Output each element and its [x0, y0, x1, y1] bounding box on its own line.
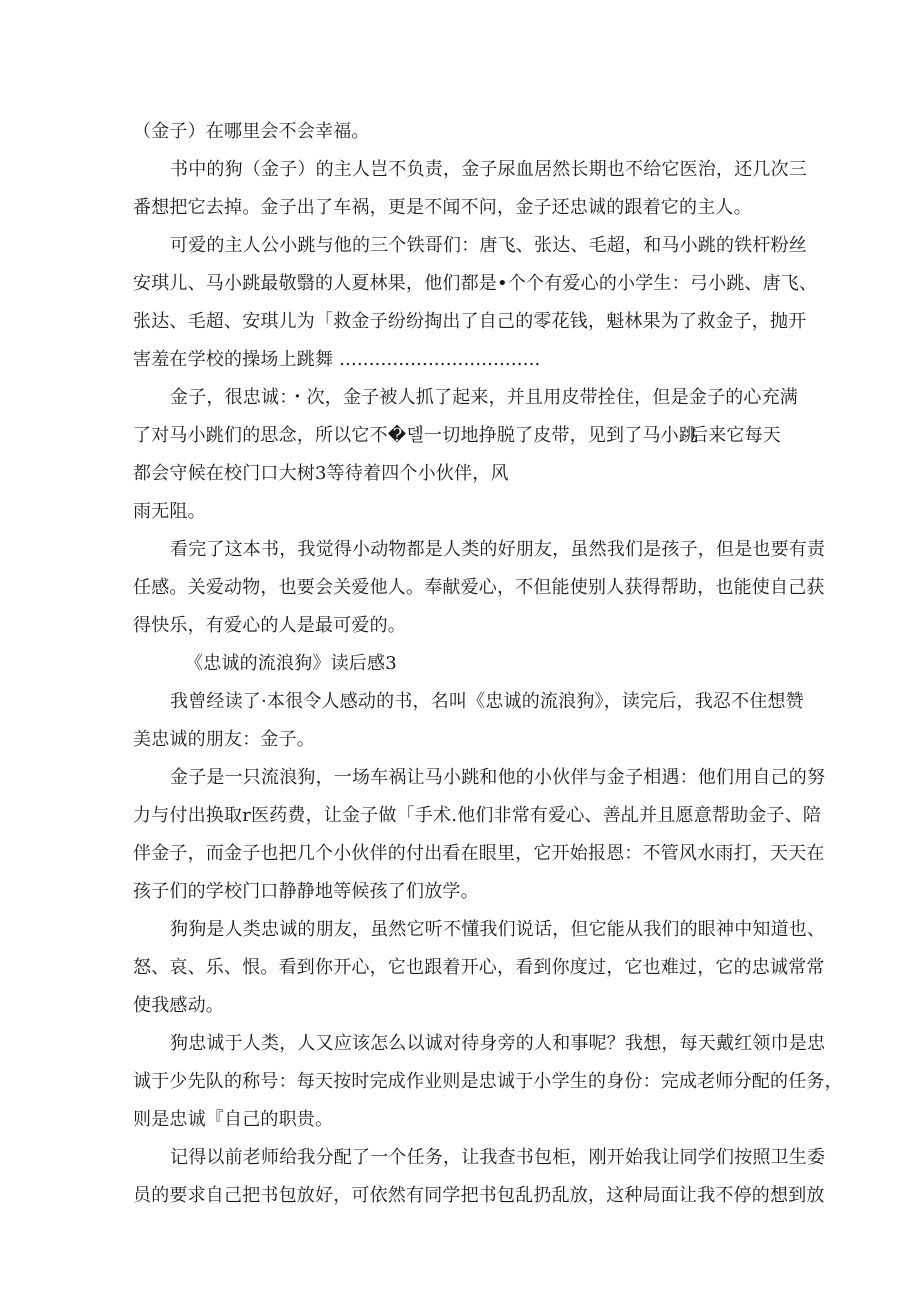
text-line: 张达、毛超、安琪儿为「救金子纷纷掏出了自己的零花钱，魁林果为了救金子，抛开: [133, 311, 807, 332]
text-line: 金子是一只流浪狗，一场车祸让马小跳和他的小伙伴与金子相遇：他们用自己的努: [170, 767, 826, 788]
section-heading: 《忠诚的流浪狗》读后感3: [185, 653, 397, 674]
text-line: 都会守候在校门口大树3等待着四个小伙伴，风: [133, 463, 509, 484]
text-line: 美忠诚的朋友：金子。: [133, 729, 315, 750]
text-line: 了对马小跳们的思念，所以它不�델一切地挣脱了皮带，见到了马小跳: [133, 425, 698, 446]
text-line: 则是忠诚『自己的职贵。: [133, 1109, 334, 1130]
text-line: 金子，很忠诚：・次，金子被人抓了起来，并且用皮带拴住，但是金子的心充满: [170, 387, 798, 408]
text-line: 怒、哀、乐、恨。看到你开心，它也跟着开心，看到你度过，它也难过，它的忠诚常常: [133, 957, 825, 978]
text-line: 可爱的主人公小跳与他的三个铁哥们：唐飞、张达、毛超，和马小跳的铁杆粉丝: [170, 235, 807, 256]
text-line: 力与付出换取r医药费，让金子做「手术.他们非常有爱心、善乩并且愿意帮助金子、陪: [133, 805, 822, 826]
text-line: 诚于少先队的称号：每天按时完成作业则是忠诚于小学生的身份：完成老师分配的任务，: [133, 1071, 843, 1092]
text-line: 伴金子，而金子也把几个小伙伴的付出看在眼里，它开始报恩：不管风水雨打，天天在: [133, 843, 825, 864]
text-line: 狗狗是人类忠诚的朋友，虽然它听不懂我们说话，但它能从我们的眼神中知道也、: [170, 919, 826, 940]
text-line: 员的要求自己把书包放好，可依然有同学把书包乱扔乱放，这种局面让我不停的想到放: [133, 1185, 825, 1206]
text-line: 得快乐，有爱心的人是最可爱的。: [133, 615, 406, 636]
text-line: 后来它每天: [690, 425, 781, 446]
text-line: 看完了这本书，我觉得小动物都是人类的好朋友，虽然我们是孩子，但是也要有责: [170, 539, 826, 560]
text-line: 孩子们的学校门口静静地等候孩了们放学。: [133, 881, 479, 902]
text-line: 害羞在学校的操场上跳舞 ..................................: [133, 349, 541, 370]
text-line: 番想把它去掉。金子出了车祸，更是不闻不问，金子还忠诚的跟着它的主人。: [133, 197, 752, 218]
text-line: 安琪儿、马小跳最敬翳的人夏林果，他们都是•个个有爱心的小学生：弓小跳、唐飞、: [133, 273, 818, 294]
text-line: 我曾经读了·本很令人感动的书，名叫《忠诚的流浪狗》，读完后，我忍不住想赞: [170, 691, 804, 712]
text-line: 狗忠诚于人类，人又应该怎么以诚对待身旁的人和事呢？我想，每天戴红领巾是忠: [170, 1033, 826, 1054]
text-line: 记得以前老师给我分配了一个任务，让我查书包柜，刚开始我让同学们按照卫生委: [170, 1147, 826, 1168]
text-line: （金子）在哪里会不会幸福。: [133, 121, 370, 142]
text-line: 任感。关爱动物，也要会关爱他人。奉献爱心，不但能使别人获得帮助，也能使自己获: [133, 577, 825, 598]
text-line: 书中的狗（金子）的主人岂不负责，金子尿血居然长期也不给它医治，还几次三: [170, 159, 807, 180]
text-line: 雨无阻。: [133, 501, 206, 522]
text-line: 使我感动。: [133, 995, 224, 1016]
